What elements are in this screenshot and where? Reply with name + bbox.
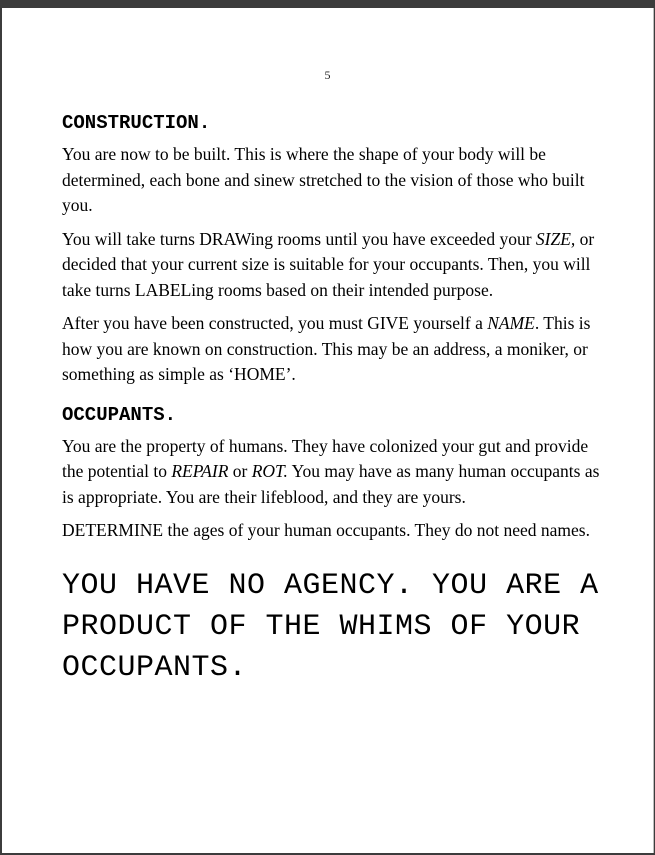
rot-keyword: ROT. [251, 461, 288, 481]
construction-heading: CONSTRUCTION. [62, 112, 211, 134]
page-number: 5 [324, 68, 331, 82]
text-run: or decided that your current size is suitable for your occupants. Then, you will take turns LABELing rooms based on their intended purpose. [62, 228, 595, 300]
name-keyword: NAME [487, 313, 535, 333]
repair-keyword: REPAIR [171, 461, 229, 481]
text-run: You may have as many human occupants as is appropriate. You are their lifeblood, and they are yours. [62, 461, 600, 507]
closing-statement: YOU HAVE NO AGENCY. YOU ARE A PRODUCT OF THE WHIMS OF YOUR OCCUPANTS. [62, 568, 599, 685]
text-run: After you have been constructed, you must GIVE yourself a [62, 313, 488, 333]
text-run: You are the property of humans. They have colonized your gut and provide the potential to [62, 435, 589, 481]
size-keyword: SIZE, [535, 228, 576, 249]
text-run: or [228, 461, 252, 481]
occupants-paragraph-1 [62, 434, 602, 511]
occupants-heading: OCCUPANTS. [62, 403, 177, 426]
construction-paragraph-2 [62, 227, 602, 304]
document-page [2, 8, 654, 853]
page-content [62, 112, 602, 689]
occupants-paragraph-2: DETERMINE the ages of your human occupants. They do not need names. [62, 520, 590, 540]
construction-paragraph-1: You are now to be built. This is where the shape of your body will be determined, each bone and sinew stretched to the vision of those who built you. [62, 144, 585, 215]
text-run: . This is how you are known on construction. This may be an address, a moniker, or something as simple as ‘HOME’. [62, 313, 591, 384]
text-run: You will take turns DRAWing rooms until you have exceeded your [62, 228, 536, 249]
construction-paragraph-3 [62, 311, 602, 388]
